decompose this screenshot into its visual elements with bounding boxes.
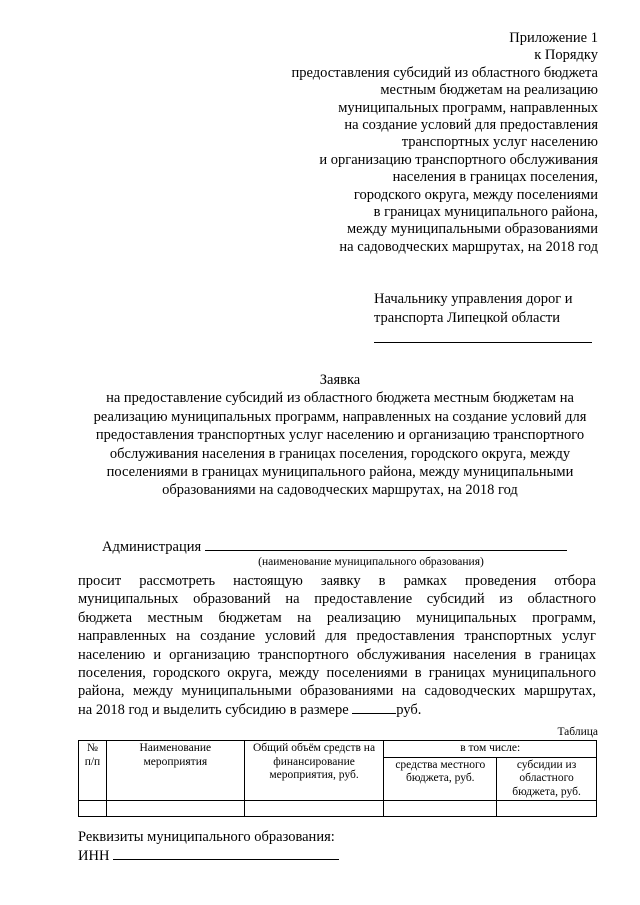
table-cell [244, 801, 384, 817]
table-header-row [79, 741, 597, 758]
body-line: направленных на создание условий для предоставления транспортных услуг [78, 628, 596, 645]
appendix-line: в границах муниципального района, [373, 204, 598, 221]
title-line: поселениями в границах муниципального района, между муниципальными [106, 464, 574, 481]
title-line: предоставления транспортных услуг населению и организацию транспортного [95, 427, 585, 444]
table-caption: Таблица [557, 726, 598, 738]
appendix-line: муниципальных программ, направленных [338, 99, 598, 116]
requisites-block [78, 828, 498, 866]
body-last-prefix: на 2018 год и выделить субсидию в размере [78, 701, 349, 718]
appendix-line: и организацию транспортного обслуживания [319, 151, 598, 168]
header-number: № п/п [79, 741, 107, 801]
appendix-line: к Порядку [534, 47, 598, 64]
events-table [78, 740, 597, 817]
application-title [80, 371, 600, 500]
title-heading: Заявка [319, 372, 361, 388]
addressee-line: транспорта Липецкой области [374, 310, 561, 326]
inn-blank [113, 847, 339, 860]
body-line: муниципальных образований на предоставление субсидий из областного [78, 591, 596, 608]
body-line: населению и организацию транспортного обслуживания населения в границах [78, 646, 596, 663]
appendix-line: городского округа, между поселениями [353, 186, 598, 203]
subsidy-amount-blank [352, 701, 396, 714]
table-cell [106, 801, 244, 817]
appendix-line: предоставления субсидий из областного бюджета [291, 64, 598, 81]
appendix-header [238, 30, 598, 256]
header-name: Наименование мероприятия [106, 741, 244, 801]
body-line: бюджета местным бюджетам на реализацию муниципальных программ, [78, 609, 596, 626]
addressee-signature-line [374, 330, 592, 343]
addressee-line: Начальнику управления дорог и [374, 291, 573, 307]
inn-row [78, 847, 498, 866]
body-last-suffix: руб. [396, 701, 422, 718]
header-total: Общий объём средств на финансирование мероприятия, руб. [244, 741, 384, 801]
administration-row [102, 537, 582, 556]
addressee-block [374, 290, 604, 343]
title-line: образованиями на садоводческих маршрутах, на 2018 год [162, 482, 518, 499]
request-body [78, 572, 596, 719]
inn-label: ИНН [78, 848, 110, 864]
appendix-line: на садоводческих маршрутах, на 2018 год [339, 238, 598, 255]
administration-hint: (наименование муниципального образования) [258, 556, 484, 568]
appendix-line: населения в границах поселения, [392, 169, 598, 186]
table-cell [384, 801, 497, 817]
header-subsidy: субсидии из областного бюджета, руб. [497, 757, 597, 801]
appendix-line: Приложение 1 [509, 30, 598, 46]
header-including: в том числе: [384, 741, 597, 758]
title-line: обслуживания населения в границах поселения, городского округа, между [109, 445, 571, 462]
administration-name-blank [205, 537, 567, 551]
table-cell [497, 801, 597, 817]
body-last-line [78, 701, 596, 719]
requisites-title: Реквизиты муниципального образования: [78, 829, 335, 845]
administration-label: Администрация [102, 539, 202, 555]
appendix-line: на создание условий для предоставления [344, 117, 598, 134]
title-line: на предоставление субсидий из областного бюджета местным бюджетам на [106, 390, 574, 407]
table-cell [79, 801, 107, 817]
table-row [79, 801, 597, 817]
body-line: просит рассмотреть настоящую заявку в рамках проведения отбора [78, 573, 596, 589]
header-local-budget: средства местного бюджета, руб. [384, 757, 497, 801]
appendix-line: местным бюджетам на реализацию [380, 82, 598, 99]
appendix-line: транспортных услуг населению [401, 134, 598, 151]
appendix-line: между муниципальными образованиями [346, 221, 598, 238]
body-line: района, между муниципальными образованиями на садоводческих маршрутах, [78, 683, 596, 700]
title-line: реализацию муниципальных программ, направленных на создание условий для [93, 408, 587, 425]
body-line: поселения, городского округа, между поселениями в границах муниципального [78, 665, 596, 682]
